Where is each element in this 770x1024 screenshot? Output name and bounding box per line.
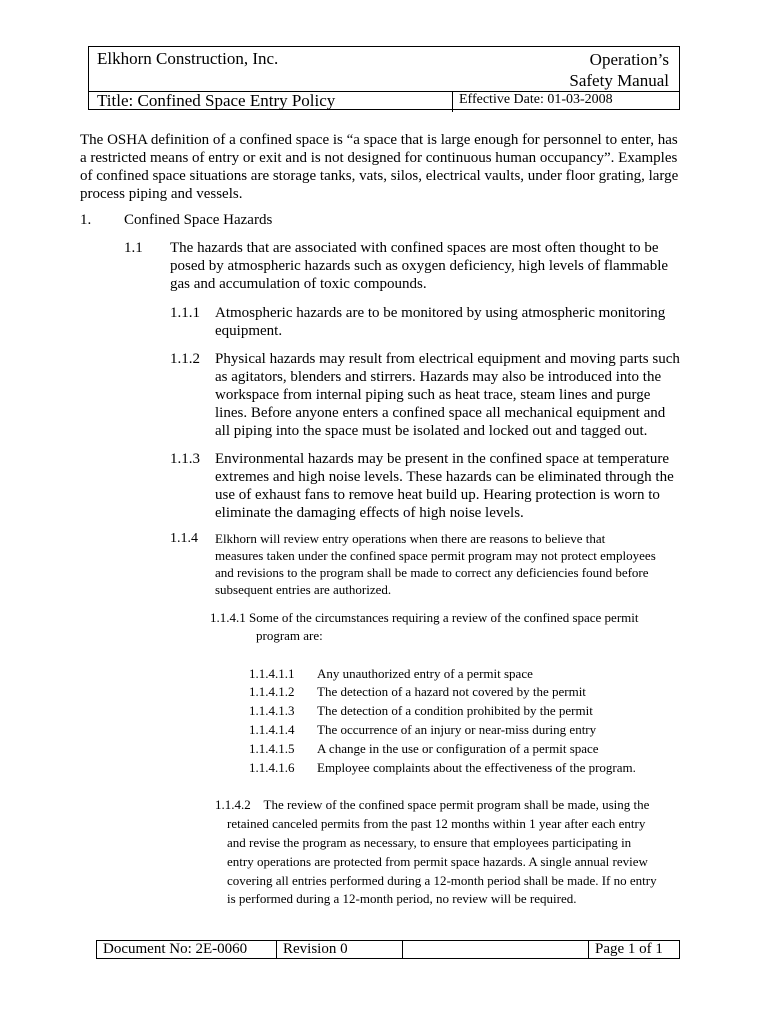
clause-number: 1.1.2 [170, 351, 200, 367]
manual-title-line-1: Operation’s [589, 50, 669, 69]
section-heading: Confined Space Hazards [124, 212, 273, 228]
list-item-number: 1.1.4.1.4 [249, 722, 295, 737]
clause-line: retained canceled permits from the past 12 months within 1 year after each entry [227, 816, 646, 831]
list-item-number: 1.1.4.1.5 [249, 741, 295, 756]
header-divider [452, 92, 453, 112]
effective-date: Effective Date: 01-03-2008 [459, 92, 613, 107]
list-item-number: 1.1.4.1.6 [249, 760, 295, 775]
clause-line: eliminate the damaging effects of high noise levels. [215, 505, 524, 521]
clause-line: lines. Before anyone enters a confined space all mechanical equipment and [215, 405, 666, 421]
clause-line: gas and accumulation of toxic compounds. [170, 276, 427, 292]
list-item: Any unauthorized entry of a permit space [317, 666, 533, 681]
clause-line: use of exhaust fans to remove heat build up. Hearing protection is worn to [215, 487, 660, 503]
clause-line: is performed during a 12-month period, no review will be required. [227, 891, 577, 906]
list-item: Employee complaints about the effectiveness of the program. [317, 760, 636, 775]
list-item-number: 1.1.4.1.3 [249, 703, 295, 718]
clause-line: and revise the program as necessary, to ensure that employees participating in [227, 835, 632, 850]
clause-line: subsequent entries are authorized. [215, 582, 392, 597]
list-item-number: 1.1.4.1.2 [249, 684, 295, 699]
clause-line: Atmospheric hazards are to be monitored by using atmospheric monitoring [215, 305, 666, 321]
clause-number: 1.1.1 [170, 305, 200, 321]
clause-line: measures taken under the confined space permit program may not protect employees [215, 548, 656, 563]
header-table [88, 46, 680, 110]
list-item: The detection of a condition prohibited by the permit [317, 703, 593, 718]
footer-empty-cell [403, 941, 589, 958]
document-number: Document No: 2E-0060 [97, 941, 277, 958]
clause-line: entry operations are protected from permit space hazards. A single annual review [227, 854, 648, 869]
clause-line: all piping into the space must be isolated and locked out and tagged out. [215, 423, 648, 439]
clause-line: equipment. [215, 323, 283, 339]
section-number: 1. [80, 212, 92, 228]
clause-line: 1.1.4.2 The review of the confined space permit program shall be made, using the [215, 797, 650, 812]
clause-line: Physical hazards may result from electrical equipment and moving parts such [215, 351, 680, 367]
clause-line: and revisions to the program shall be made to correct any deficiencies found before [215, 565, 649, 580]
list-item-number: 1.1.4.1.1 [249, 666, 295, 681]
company-name: Elkhorn Construction, Inc. [97, 49, 279, 68]
header-row-2 [89, 91, 679, 112]
clause-number: 1.1 [124, 240, 143, 256]
manual-title-line-2: Safety Manual [569, 71, 669, 90]
clause-line: covering all entries performed during a 12-month period shall be made. If no entry [227, 873, 657, 888]
clause-number: 1.1.4 [170, 531, 198, 546]
clause-line: Environmental hazards may be present in the confined space at temperature [215, 451, 669, 467]
intro-paragraph: The OSHA definition of a confined space is “a space that is large enough for personnel to enter, has a restricted means of entry or exit and is not designed for continuous human occupancy”. Examples of confined space situations are storage tanks, vats, silos, electrical vaults, under floor grating, large process piping and vessels. [80, 132, 679, 202]
clause-line: program are: [256, 628, 323, 643]
manual-title [569, 49, 669, 91]
policy-title: Title: Confined Space Entry Policy [97, 91, 336, 110]
clause-line: The hazards that are associated with confined spaces are most often thought to be [170, 240, 659, 256]
list-item: The detection of a hazard not covered by the permit [317, 684, 586, 699]
page-number: Page 1 of 1 [595, 941, 663, 957]
list-item: A change in the use or configuration of a permit space [317, 741, 599, 756]
revision: Revision 0 [277, 941, 403, 958]
clause-line: extremes and high noise levels. These hazards can be eliminated through the [215, 469, 674, 485]
clause-number: 1.1.3 [170, 451, 200, 467]
list-item: The occurrence of an injury or near-miss during entry [317, 722, 597, 737]
clause-line: workspace from internal piping such as heat trace, steam lines and purge [215, 387, 651, 403]
clause-line: posed by atmospheric hazards such as oxygen deficiency, high levels of flammable [170, 258, 669, 274]
clause-line: 1.1.4.1 Some of the circumstances requiring a review of the confined space permit [210, 610, 639, 625]
clause-line: as agitators, blenders and stirrers. Hazards may also be introduced into the [215, 369, 662, 385]
clause-line: Elkhorn will review entry operations when there are reasons to believe that [215, 531, 606, 546]
footer-table [96, 940, 680, 959]
